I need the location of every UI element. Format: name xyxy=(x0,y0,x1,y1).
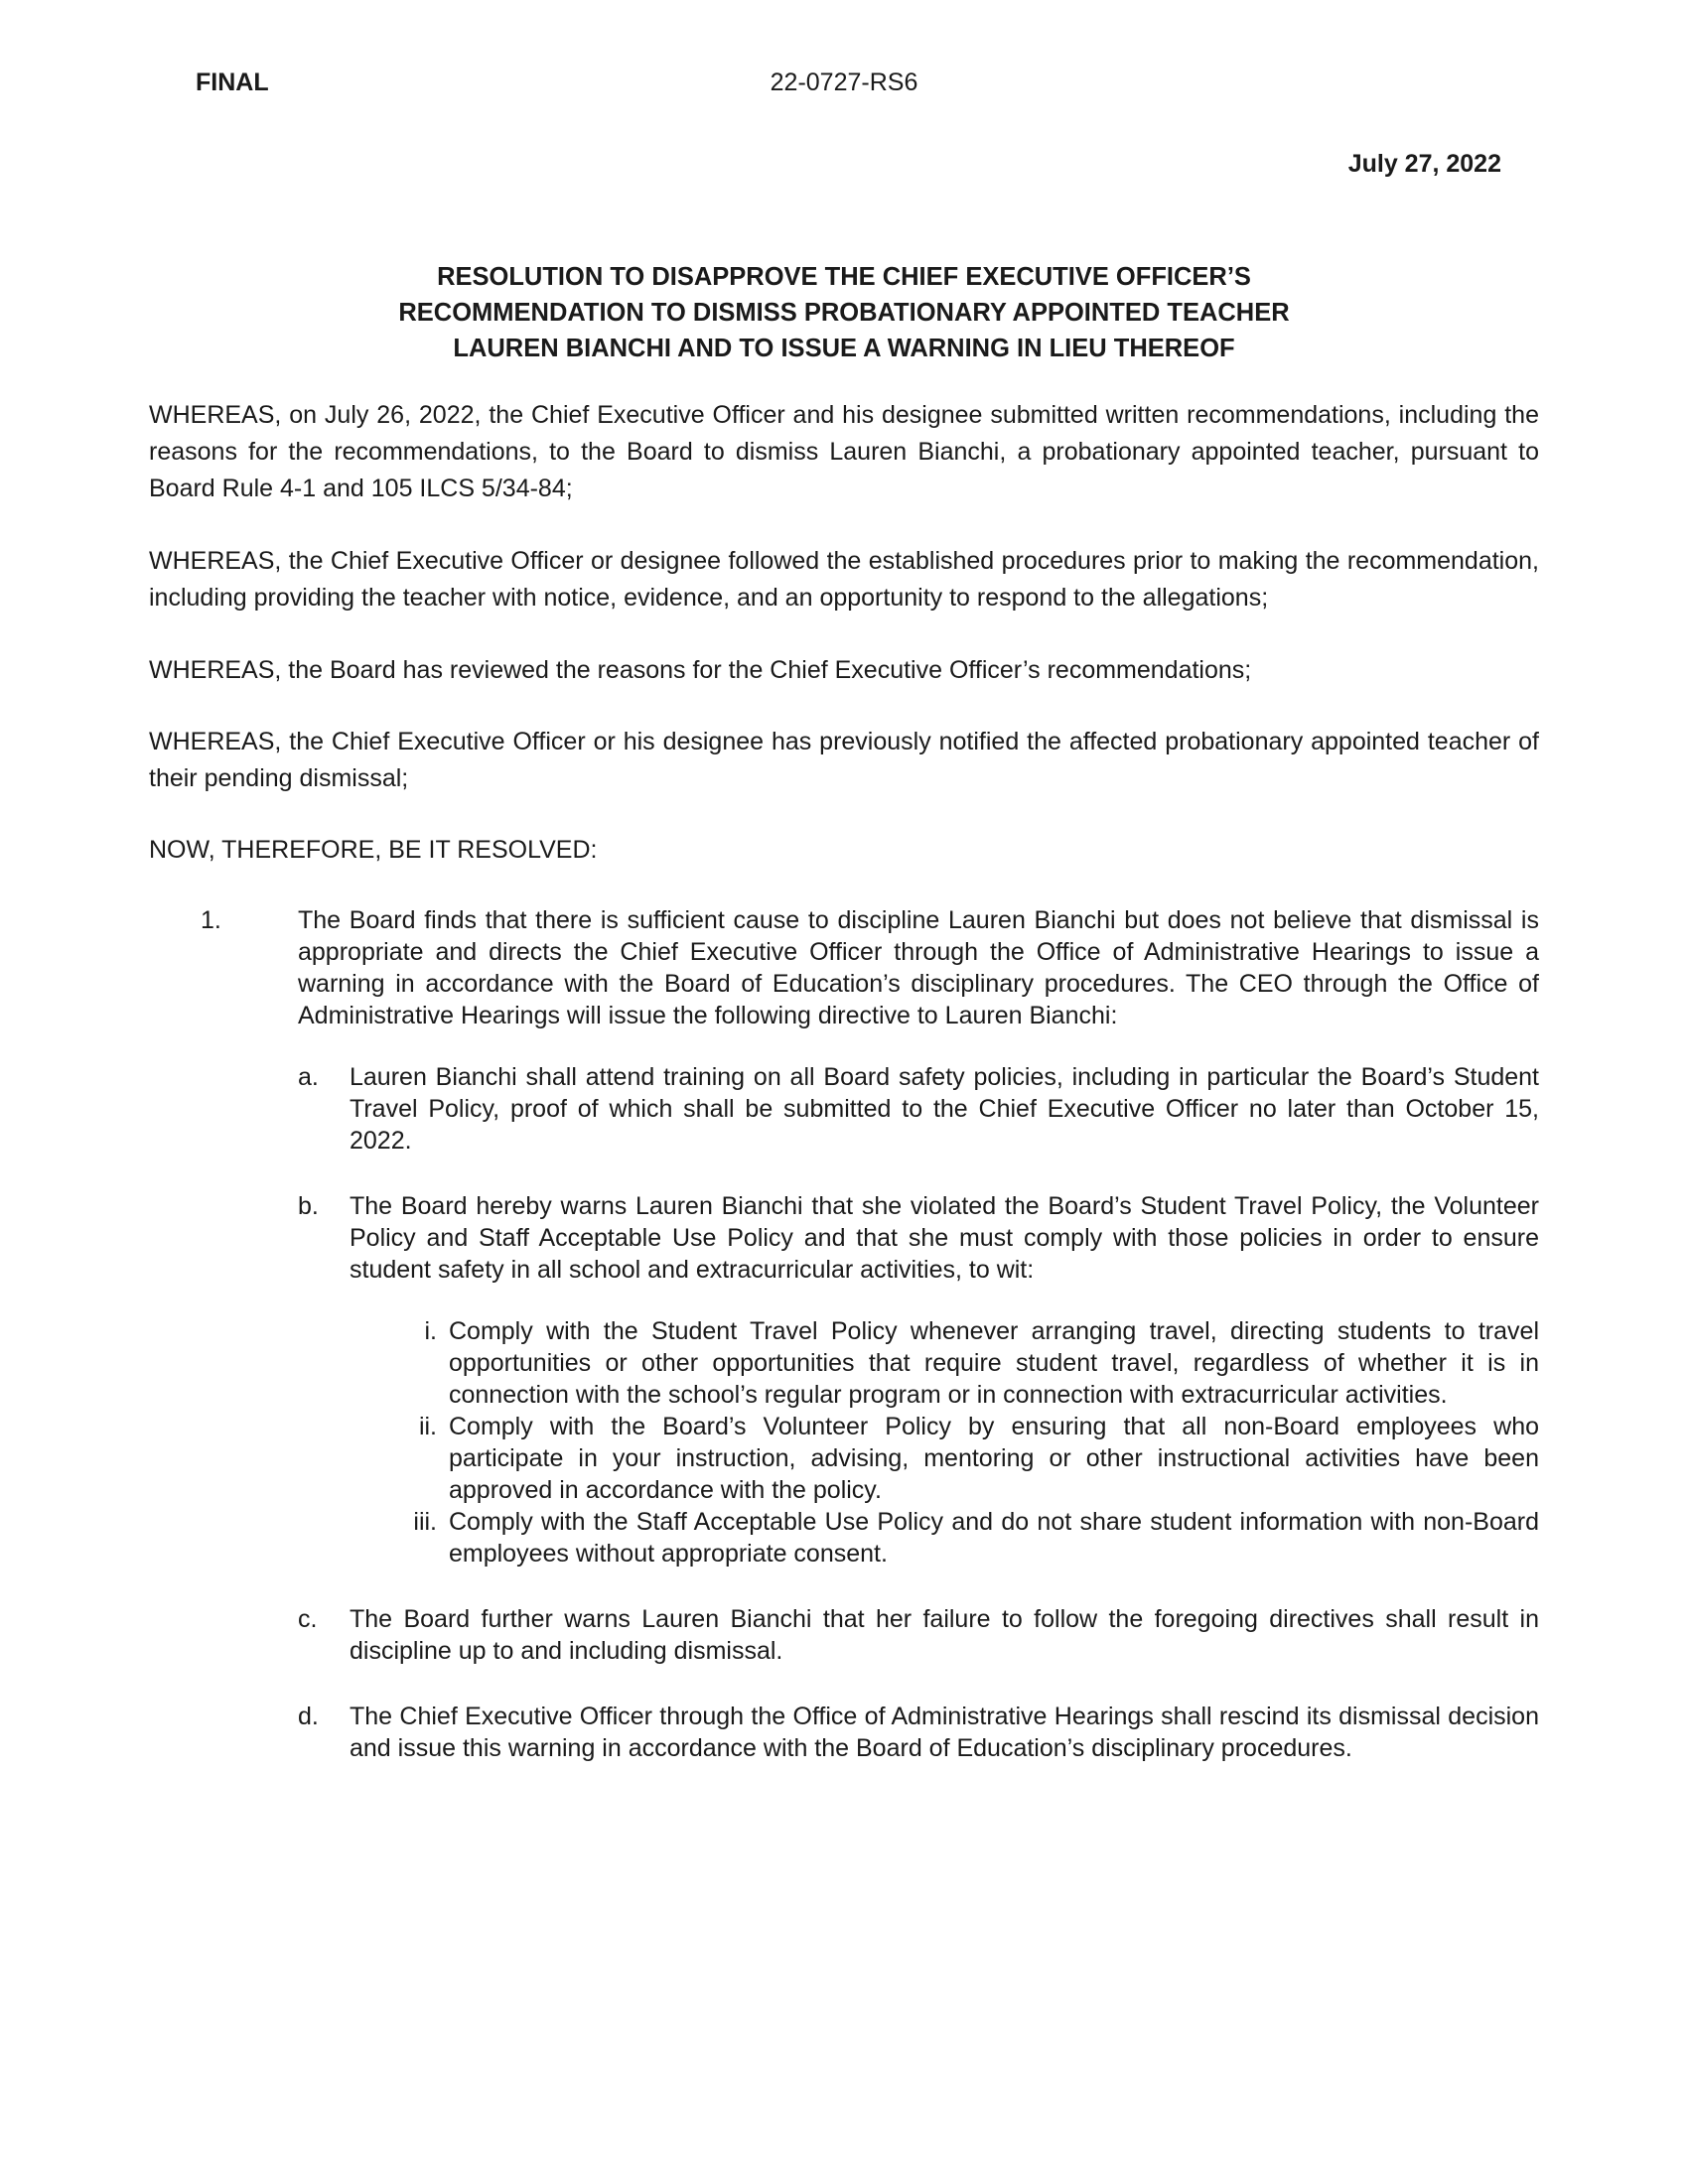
directive-c xyxy=(298,1603,1539,1667)
policy-item-ii xyxy=(350,1411,1539,1506)
policy-item-iii xyxy=(350,1506,1539,1570)
document-date: July 27, 2022 xyxy=(1347,150,1501,178)
resolution-item-1 xyxy=(149,904,1539,1764)
whereas-paragraph-3: WHEREAS, the Board has reviewed the reasons for the Chief Executive Officer’s recommendations; xyxy=(149,656,1252,684)
item-number: 1. xyxy=(201,906,221,934)
policy-label: ii. xyxy=(418,1413,437,1440)
resolution-title xyxy=(248,259,1440,366)
directive-d xyxy=(298,1701,1539,1764)
directive-label: a. xyxy=(298,1063,319,1091)
whereas-paragraph-1: WHEREAS, on July 26, 2022, the Chief Executive Officer and his designee submitted written recommendations, including the reasons for the recommendations, to the Board to dismiss Lauren Bianchi, a probationary appointed teacher, pursuant to Board Rule 4-1 and 105 ILCS 5/34-84; xyxy=(149,401,1539,502)
directive-text: The Board further warns Lauren Bianchi that her failure to follow the foregoing directives shall result in discipline up to and including dismissal. xyxy=(350,1605,1539,1665)
whereas-paragraph-4: WHEREAS, the Chief Executive Officer or his designee has previously notified the affected probationary appointed teacher of their pending dismissal; xyxy=(149,728,1539,792)
policy-label: i. xyxy=(424,1317,437,1345)
directive-text: Lauren Bianchi shall attend training on all Board safety policies, including in particular the Board’s Student Travel Policy, proof of which shall be submitted to the Chief Executive Officer no later than October 15, 2022. xyxy=(350,1063,1539,1155)
directive-label: b. xyxy=(298,1192,319,1220)
directive-text: The Chief Executive Officer through the Office of Administrative Hearings shall rescind its dismissal decision and issue this warning in accordance with the Board of Education’s disciplinary procedures. xyxy=(350,1703,1539,1762)
policy-text: Comply with the Student Travel Policy whenever arranging travel, directing students to travel opportunities or other opportunities that require student travel, regardless of whether it is in connection with the school’s regular program or in connection with extracurricular activities. xyxy=(449,1317,1539,1409)
policy-label: iii. xyxy=(413,1508,437,1536)
title-line-2: RECOMMENDATION TO DISMISS PROBATIONARY APPOINTED TEACHER xyxy=(398,299,1290,327)
policy-text: Comply with the Staff Acceptable Use Policy and do not share student information with non-Board employees without appropriate consent. xyxy=(449,1508,1539,1568)
whereas-paragraph-2: WHEREAS, the Chief Executive Officer or designee followed the established procedures prior to making the recommendation, including providing the teacher with notice, evidence, and an opportunity to respond to the allegations; xyxy=(149,547,1539,612)
directive-label: c. xyxy=(298,1605,318,1633)
policy-item-i xyxy=(350,1315,1539,1411)
title-line-1: RESOLUTION TO DISAPPROVE THE CHIEF EXECUTIVE OFFICER’S xyxy=(437,263,1251,291)
directive-b xyxy=(298,1190,1539,1570)
policy-text: Comply with the Board’s Volunteer Policy by ensuring that all non-Board employees who participate in your instruction, advising, mentoring or other instructional activities have been approved in accordance with the policy. xyxy=(449,1413,1539,1504)
document-number: 22-0727-RS6 xyxy=(770,68,918,96)
directive-label: d. xyxy=(298,1703,319,1730)
item-text: The Board finds that there is sufficient cause to discipline Lauren Bianchi but does not believe that dismissal is appropriate and directs the Chief Executive Officer through the Office of Administrative Hearings to issue a warning in accordance with the Board of Education’s disciplinary procedures. The CEO through the Office of Administrative Hearings will issue the following directive to Lauren Bianchi: xyxy=(298,906,1539,1029)
directive-list xyxy=(298,1061,1539,1764)
resolution-body xyxy=(149,397,1539,1798)
policy-list xyxy=(350,1315,1539,1570)
title-line-3: LAUREN BIANCHI AND TO ISSUE A WARNING IN LIEU THEREOF xyxy=(453,335,1235,362)
directive-text: The Board hereby warns Lauren Bianchi that she violated the Board’s Student Travel Policy, the Volunteer Policy and Staff Acceptable Use Policy and that she must comply with those policies in order to ensure student safety in all school and extracurricular activities, to wit: xyxy=(350,1192,1539,1284)
document-status: FINAL xyxy=(196,68,269,96)
directive-a xyxy=(298,1061,1539,1157)
resolved-heading: NOW, THEREFORE, BE IT RESOLVED: xyxy=(149,836,598,864)
